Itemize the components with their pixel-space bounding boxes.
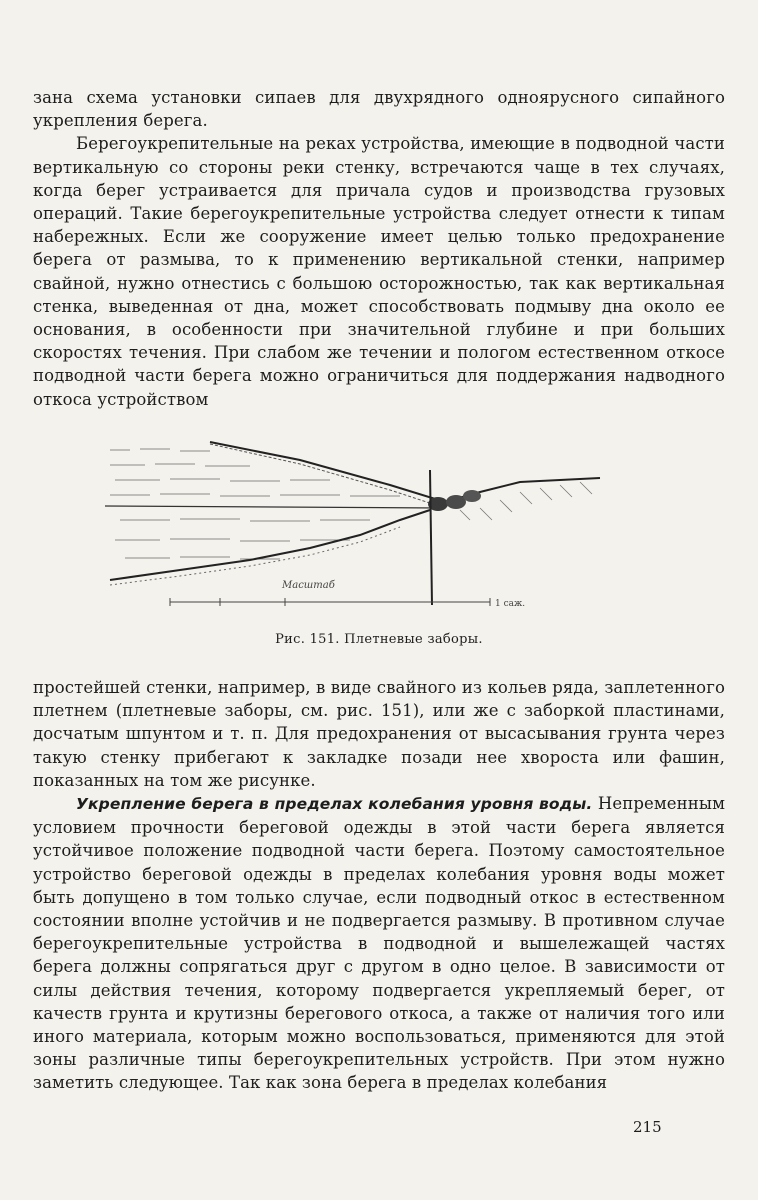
water-level-line	[105, 506, 440, 508]
upper-slope-texture	[210, 444, 445, 508]
paragraph-1: зана схема установки сипаев для двухрядного одноярусного сипайного укрепления берега.	[33, 88, 725, 131]
page-number: 215	[633, 1118, 662, 1136]
section-heading: Укрепление берега в пределах колебания уровня воды.	[76, 795, 593, 814]
ground-hatching	[460, 482, 592, 520]
paragraph-2: Берегоукрепительные на реках устройства, имеющие в подводной части вертикальную со стороны реки стенку, встречаются чаще в тех случаях, когда берег устраивается для причала судов и производства грузовых операций. Такие берегоукрепительные устройства следует отнести к типам набережных. Если же сооружение имеет целью только предохранение берега от размыва, то к применению вертикальной стенки, например свайной, нужно отнестись с большою осторожностью, так как вертикальная стенка, выведенная от дна, может способствовать подмыву дна около ее основания, в особенности при значительной глубине и при больших скоростях течения. При слабом же течении и пологом естественном откосе подводной части берега можно ограничиться для поддержания надводного откоса устройством	[33, 134, 725, 409]
paragraph-3: простейшей стенки, например, в виде свайного из кольев ряда, заплетенного плетнем (плетневые заборы, см. рис. 151), или же с заборкой пластинами, досчатым шпунтом и т. п. Для предохранения от высасывания грунта через такую стенку прибегают к закладке позади нее хвороста или фашин, показанных на том же рисунке.	[33, 678, 725, 790]
paragraph-4-text: Непременным условием прочности береговой одежды в этой части берега является устойчивое положение подводной части берега. Поэтому самостоятельное устройство береговой одежды в пределах колебания уровня воды может быть допущено в том только случае, если подводный откос в естественном состоянии вполне устойчив и не подвергается размыву. В противном случае берегоукрепительные устройства в подводной и вышележащей частях берега должны сопрягаться друг с другом в одно целое. В зависимости от силы действия течения, которому подвергается укрепляемый берег, от качеств грунта и крутизны берегового откоса, а также от наличия того или иного материала, которым можно воспользоваться, применяются для этой зоны различные типы берегоукрепительных устройств. При этом нужно заметить следующее. Так как зона берега в пределах колебания	[33, 794, 726, 1093]
figure-151	[100, 430, 610, 625]
scale-unit: 1 саж.	[495, 599, 526, 609]
paragraph-4	[33, 792, 725, 1095]
figure-151-drawing	[100, 430, 610, 625]
scale-label: Масштаб	[282, 580, 335, 591]
fascine-2	[446, 495, 466, 509]
upper-slope-line	[210, 442, 600, 502]
text-block-top	[33, 86, 725, 411]
fascine-3	[463, 490, 481, 502]
text-block-bottom	[33, 676, 725, 1095]
figure-caption: Рис. 151. Плетневые заборы.	[275, 632, 483, 647]
stake-line	[430, 470, 432, 605]
